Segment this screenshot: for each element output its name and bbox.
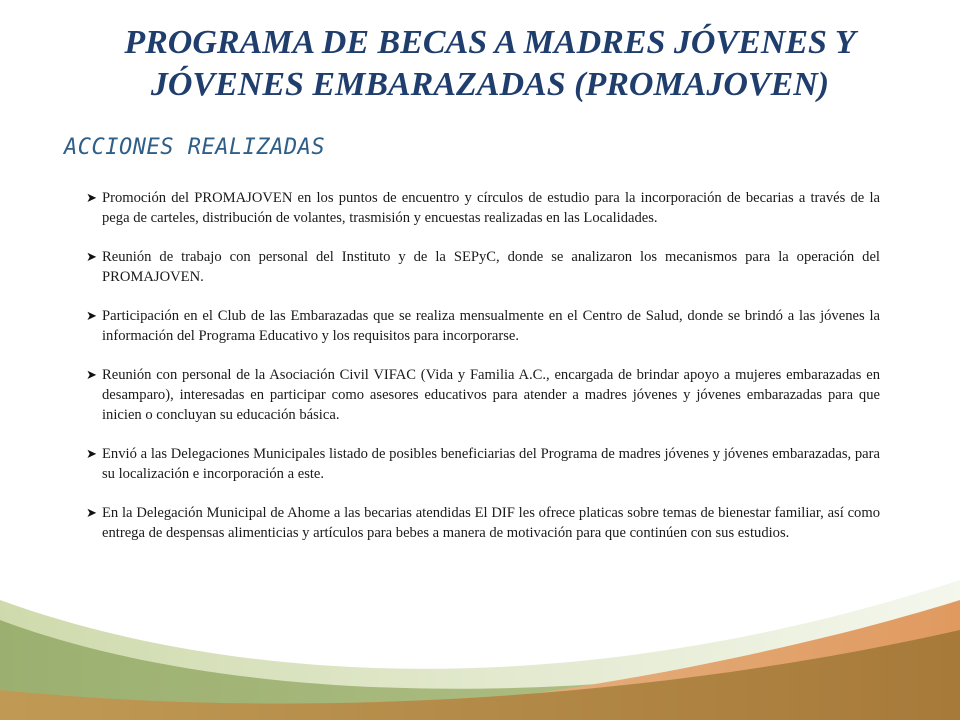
list-item-text: Envió a las Delegaciones Municipales listado de posibles beneficiarias del Programa de madres jóvenes y jóvenes embarazadas, para su localización e incorporación a este. — [102, 446, 880, 482]
list-item — [84, 365, 880, 425]
arrowhead-bullet-icon: ➤ — [86, 249, 97, 264]
actions-list — [84, 188, 880, 562]
list-item — [84, 503, 880, 543]
arrowhead-bullet-icon: ➤ — [86, 190, 97, 205]
list-item-text: Reunión de trabajo con personal del Instituto y de la SEPyC, donde se analizaron los mecanismos para la operación del PROMAJOVEN. — [102, 249, 880, 285]
list-item-text: Participación en el Club de las Embarazadas que se realiza mensualmente en el Centro de Salud, donde se brindó a las jóvenes la información del Programa Educativo y los requisitos para incorporarse. — [102, 308, 880, 344]
list-item — [84, 444, 880, 484]
decorative-wave-footer — [0, 560, 960, 720]
list-item — [84, 247, 880, 287]
arrowhead-bullet-icon: ➤ — [86, 505, 97, 520]
slide-title — [40, 22, 940, 106]
list-item-text: Promoción del PROMAJOVEN en los puntos de encuentro y círculos de estudio para la incorporación de becarias a través de la pega de carteles, distribución de volantes, trasmisión y encuestas realizadas en las Localidades. — [102, 190, 880, 226]
arrowhead-bullet-icon: ➤ — [86, 367, 97, 382]
arrowhead-bullet-icon: ➤ — [86, 446, 97, 461]
list-item-text: Reunión con personal de la Asociación Civil VIFAC (Vida y Familia A.C., encargada de brindar apoyo a mujeres embarazadas en desamparo), interesadas en participar como asesores educativos para atender a madres jóvenes y jóvenes embarazadas para que inicien o concluyan su educación básica. — [102, 367, 880, 423]
slide-title-line-1: PROGRAMA DE BECAS A MADRES JÓVENES Y — [124, 24, 856, 61]
list-item — [84, 188, 880, 228]
arrowhead-bullet-icon: ➤ — [86, 308, 97, 323]
slide-title-line-2: JÓVENES EMBARAZADAS (PROMAJOVEN) — [150, 66, 830, 103]
list-item-text: En la Delegación Municipal de Ahome a las becarias atendidas El DIF les ofrece platicas sobre temas de bienestar familiar, así como entrega de despensas alimenticias y artículos para bebes a manera de motivación para que continúen con sus estudios. — [102, 505, 880, 541]
section-subtitle: ACCIONES REALIZADAS — [64, 135, 326, 160]
list-item — [84, 306, 880, 346]
